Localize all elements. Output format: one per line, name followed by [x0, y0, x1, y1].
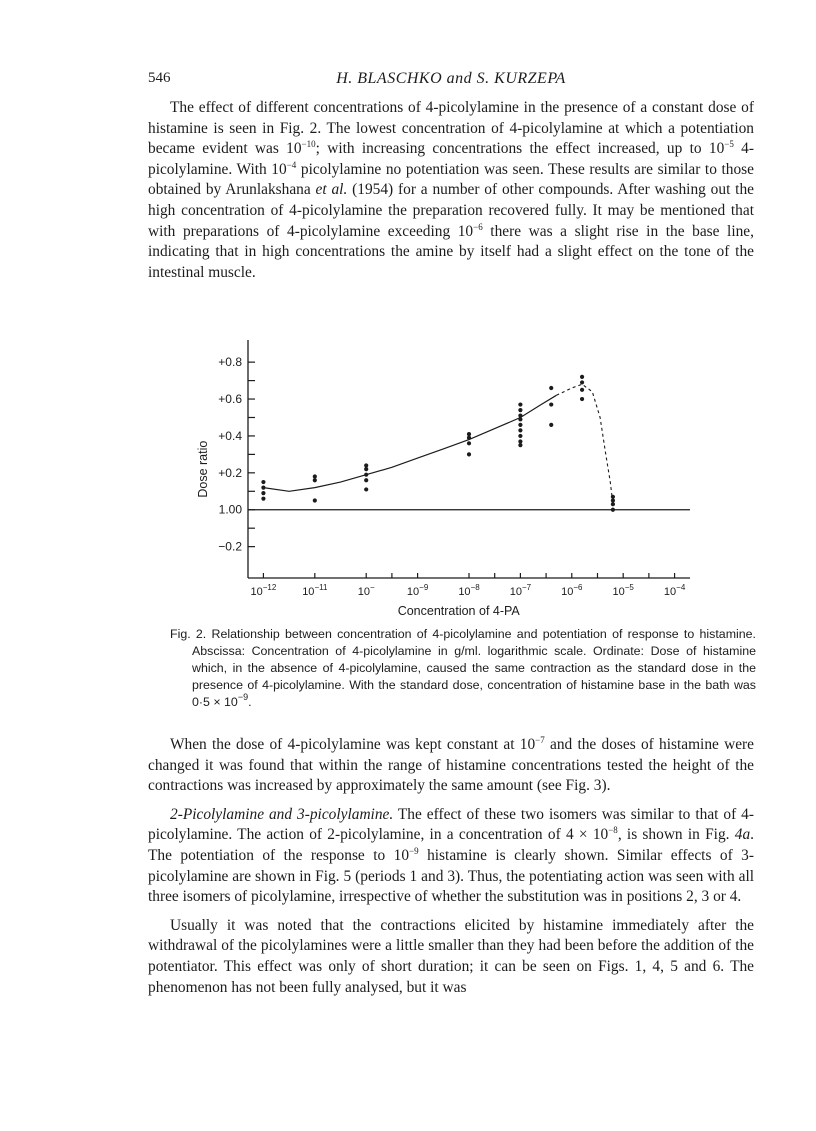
data-point: [467, 441, 471, 445]
data-point: [518, 417, 522, 421]
figure-caption: Fig. 2. Relationship between concentration of 4-picolylamine and potentiation of response to histamine. Abscissa: Concentration of 4-picolylamine in g/ml. logarithmic scale. Ordinate: Dose of histamine which, in the absence of 4-picolylamine, caused the same contraction as the standard dose in the presence of 4-picolylamine. With the standard dose, concentration of histamine base in the bath was $0\cdot 5 \times 10^{-9}$.: [170, 627, 756, 709]
data-point: [580, 388, 584, 392]
body-text-top: [148, 98, 754, 283]
dashed-curve: [556, 384, 613, 504]
y-tick-label: +0.2: [218, 465, 242, 480]
data-point: [261, 485, 265, 489]
data-point: [467, 436, 471, 440]
page-number: 546: [148, 70, 171, 86]
x-tick-label: $10^{-9}$: [406, 583, 429, 598]
data-point: [549, 402, 553, 406]
data-point: [364, 478, 368, 482]
data-point: [611, 495, 615, 499]
data-point: [364, 487, 368, 491]
y-tick-label: +0.4: [218, 428, 242, 443]
data-point: [364, 467, 368, 471]
x-tick-label: $10^{-11}$: [302, 583, 328, 598]
data-point: [518, 439, 522, 443]
data-point: [580, 397, 584, 401]
data-point: [313, 498, 317, 502]
paragraph-2: When the dose of 4-picolylamine was kept constant at $10^{-7}$ and the doses of histamine were changed it was found that within the range of histamine concentrations tested the height of the contractions was increased by approximately the same amount (see Fig. 3).: [148, 735, 754, 795]
x-tick-label: $10^{-12}$: [250, 583, 277, 598]
y-tick-label: 1.00: [218, 502, 242, 517]
data-point: [261, 491, 265, 495]
data-point: [364, 473, 368, 477]
data-point: [261, 480, 265, 484]
data-point: [313, 478, 317, 482]
paragraph-3: 2-Picolylamine and 3-picolylamine. The effect of these two isomers was similar to that of 4-picolylamine. The action of 2-picolylamine, in a concentration of $4 \times 10^{-8}$, is shown in Fig. 4a. The potentiation of the response to $10^{-9}$ histamine is clearly shown. Similar effects of 3-picolylamine are shown in Fig. 5 (periods 1 and 3). Thus, the potentiating action was seen with all three isomers of picolylamine, irrespective of whether the substitution was in positions 2, 3 or 4.: [148, 805, 755, 906]
data-point: [611, 498, 615, 502]
x-tick-label: $10^{-5}$: [612, 583, 634, 598]
data-point: [518, 423, 522, 427]
data-point: [467, 452, 471, 456]
section-heading: 2-Picolylamine and 3-picolylamine.: [170, 805, 394, 823]
x-tick-label: $10^{-6}$: [561, 583, 583, 598]
page-header: [148, 70, 754, 94]
paragraph-1: The effect of different concentrations of 4-picolylamine in the presence of a constant dose of histamine is seen in Fig. 2. The lowest concentration of 4-picolylamine at which a potentiation became evident was $10^{-10}$; with increasing concentrations the effect increased, up to $10^{-5}$ 4-picolylamine. With $10^{-4}$ picolylamine no potentiation was seen. These results are similar to those obtained by Arunlakshana et al. (1954) for a number of other compounds. After washing out the high concentration of 4-picolylamine the preparation recovered fully. It may be mentioned that with preparations of 4-picolylamine exceeding $10^{-6}$ there was a slight rise in the base line, indicating that in high concentrations the amine by itself had a slight effect on the tone of the intestinal muscle.: [148, 99, 754, 281]
y-tick-label: +0.8: [218, 355, 242, 370]
caption-label: Fig. 2.: [170, 627, 207, 641]
x-tick-label: $10^{-8}$: [458, 583, 480, 598]
data-point: [580, 380, 584, 384]
data-point: [611, 508, 615, 512]
data-point: [364, 463, 368, 467]
y-tick-label: +0.6: [218, 392, 242, 407]
chart-curves: [263, 384, 613, 504]
y-tick-label: −0.2: [218, 539, 242, 554]
body-text-bottom: [148, 735, 754, 998]
data-point: [549, 423, 553, 427]
data-point: [518, 408, 522, 412]
data-point: [518, 443, 522, 447]
x-axis-title: Concentration of 4-PA: [397, 604, 520, 618]
data-point: [518, 402, 522, 406]
caption-text: Relationship between concentration of 4-picolylamine and potentiation of response to histamine. Abscissa: Concentration of 4-picolylamine in g/ml. logarithmic scale. Ordinate: Dose of histamine which, in the absence of 4-picolylamine, caused the same contraction as the standard dose in the presence of 4-picolylamine. With the standard dose, concentration of histamine base in the bath was 0·5 × 10: [192, 627, 756, 709]
y-axis-title: Dose ratio: [196, 440, 210, 498]
solid-curve: [263, 395, 556, 491]
data-point: [611, 502, 615, 506]
data-point: [313, 474, 317, 478]
figure-2-chart: [190, 330, 710, 620]
data-point: [518, 414, 522, 418]
paragraph-4: Usually it was noted that the contractions elicited by histamine immediately after the withdrawal of the picolylamines were a little smaller than they had been before the addition of the potentiator. This effect was only of short duration; it can be seen on Figs. 1, 4, 5 and 6. The phenomenon has not been fully analysed, but it was: [148, 916, 754, 996]
running-title: H. BLASCHKO and S. KURZEPA: [336, 70, 566, 87]
data-point: [467, 432, 471, 436]
data-point: [549, 386, 553, 390]
chart-axes: [248, 340, 690, 578]
data-point: [261, 497, 265, 501]
x-tick-label: $10^{-4}$: [663, 583, 686, 598]
x-tick-label: 10−: [357, 583, 375, 598]
data-point: [518, 434, 522, 438]
data-point: [580, 375, 584, 379]
chart-points: [261, 375, 615, 512]
x-tick-label: $10^{-7}$: [509, 583, 532, 598]
data-point: [518, 428, 522, 432]
